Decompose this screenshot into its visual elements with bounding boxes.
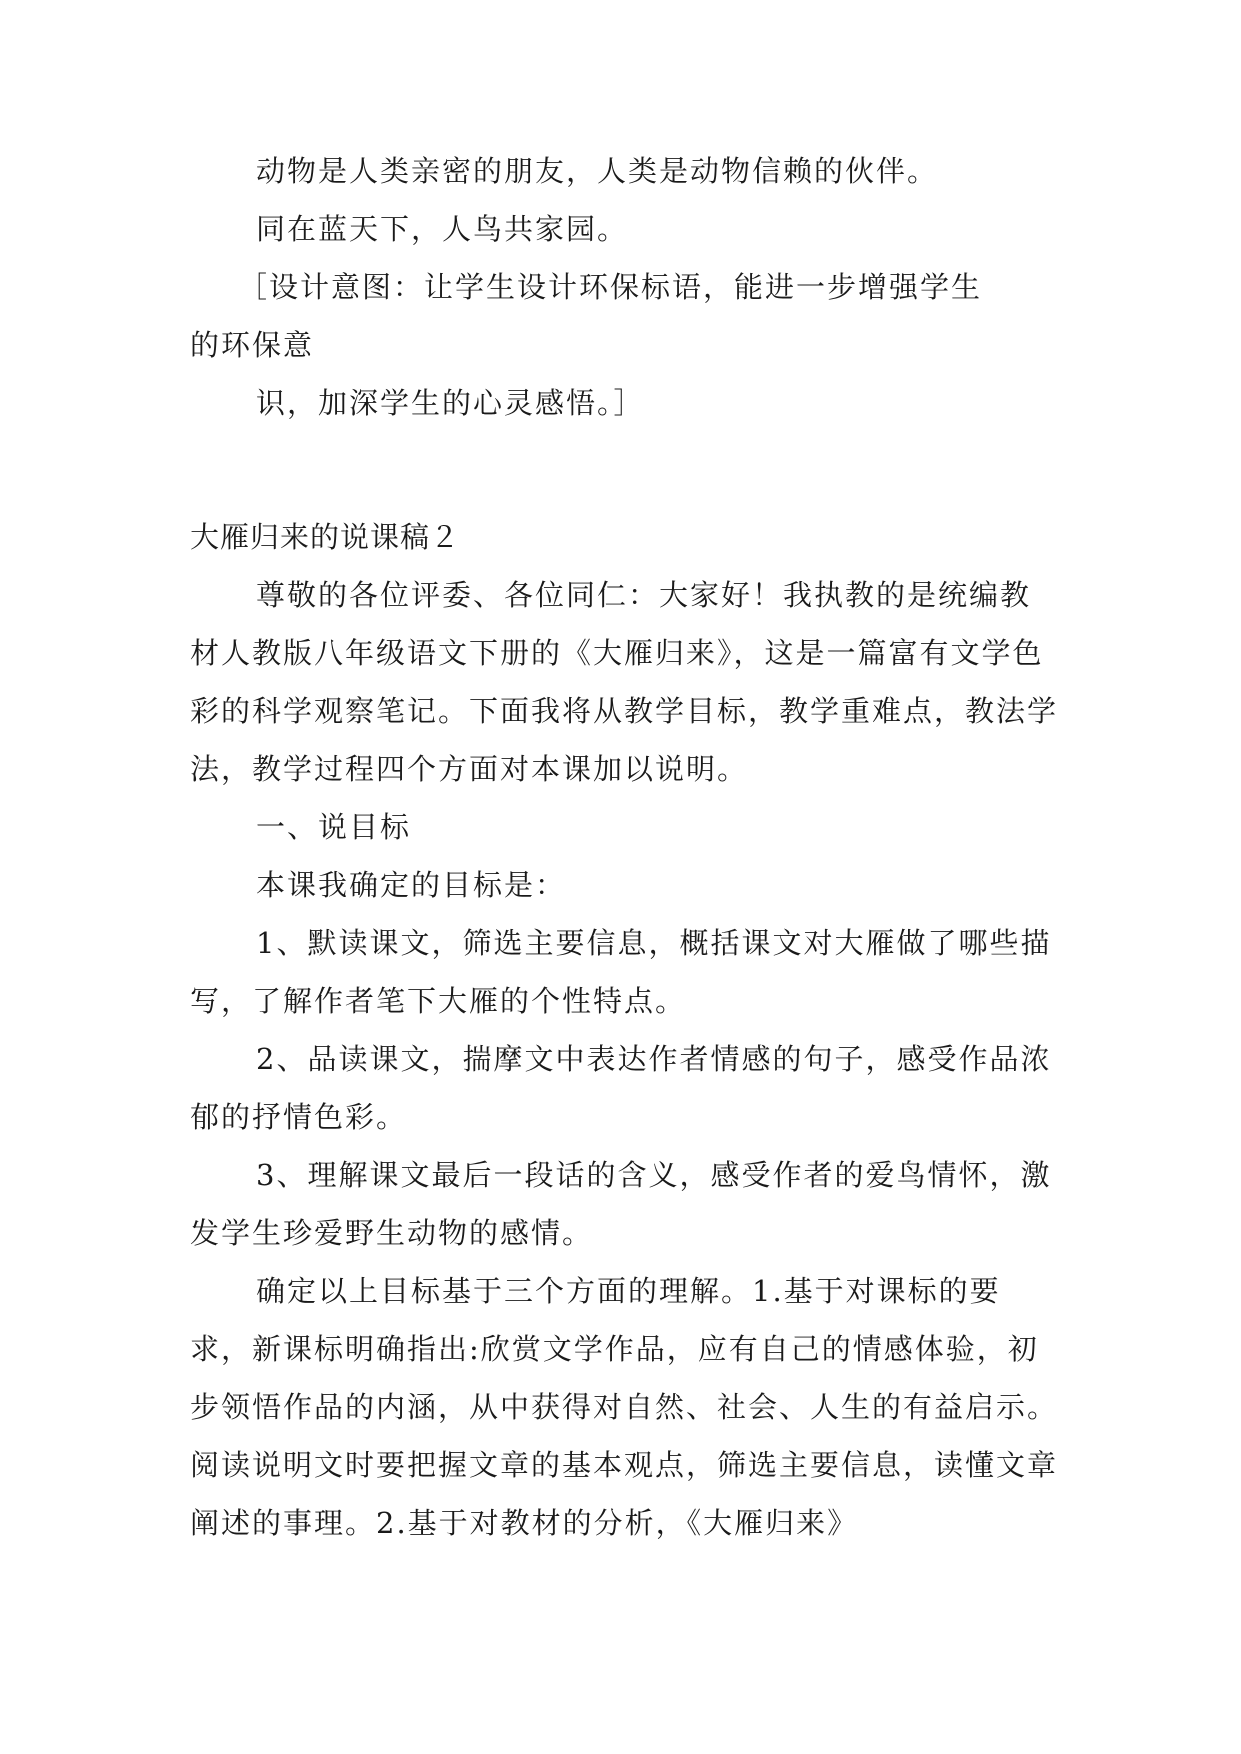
paragraph-basis: 确定以上目标基于三个方面的理解。1.基于对课标的要求，新课标明确指出:欣赏文学作品，应有自己的情感体验，初步领悟作品的内涵，从中获得对自然、社会、人生的有益启示。阅读说明文时要把握文章的基本观点，筛选主要信息，读懂文章阐述的事理。2.基于对教材的分析，《大雁归来》 (190, 1274, 1059, 1540)
slogan-line-2: 同在蓝天下，人鸟共家园。 (256, 212, 629, 246)
paragraph-goal-2: 2、品读课文，揣摩文中表达作者情感的句子，感受作品浓郁的抒情色彩。 (190, 1042, 1052, 1134)
paragraph-intro: 尊敬的各位评委、各位同仁：大家好！我执教的是统编教材人教版八年级语文下册的《大雁归来》，这是一篇富有文学色彩的科学观察笔记。下面我将从教学目标，教学重难点，教法学法，教学过程四个方面对本课加以说明。 (190, 578, 1059, 786)
section-title: 大雁归来的说课稿２ (190, 520, 461, 554)
design-intent-line-2: 的环保意 (190, 328, 315, 362)
design-intent-line-3: 识，加深学生的心灵感悟。］ (256, 386, 645, 420)
paragraph-goal-heading: 一、说目标 (256, 810, 412, 844)
paragraph-goal-1: 1、默读课文，筛选主要信息，概括课文对大雁做了哪些描写，了解作者笔下大雁的个性特点。 (190, 926, 1052, 1018)
section-slogans (190, 142, 1060, 432)
paragraph-goal-lead: 本课我确定的目标是： (256, 868, 567, 902)
section-lecture (190, 508, 1060, 1552)
slogan-line-1: 动物是人类亲密的朋友，人类是动物信赖的伙伴。 (256, 154, 939, 188)
design-intent-line-1: ［设计意图：让学生设计环保标语，能进一步增强学生 (238, 270, 983, 304)
paragraph-goal-3: 3、理解课文最后一段话的含义，感受作者的爱鸟情怀，激发学生珍爱野生动物的感情。 (190, 1158, 1052, 1250)
